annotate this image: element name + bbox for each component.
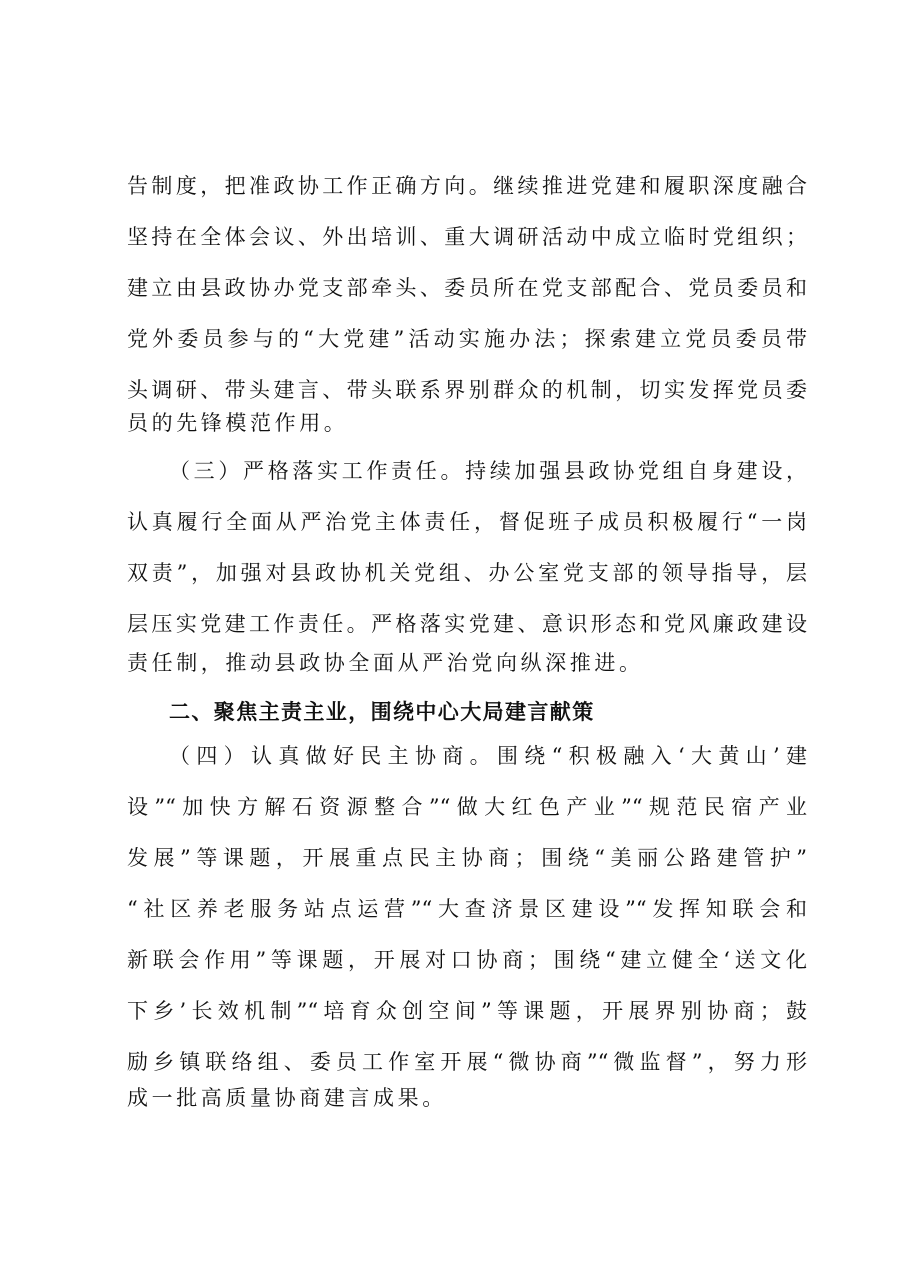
body-text-line: “社区养老服务站点运营”“大查济景区建设”“发挥知联会和 [127,897,807,921]
body-text-line: 头调研、带头建言、带头联系界别群众的机制，切实发挥党员委 [127,378,807,402]
body-text-line: 认真履行全面从严治党主体责任，督促班子成员积极履行“一岗 [127,510,807,534]
body-text-line: 坚持在全体会议、外出培训、重大调研活动中成立临时党组织； [127,225,807,249]
body-text-line: 设”“加快方解石资源整合”“做大红色产业”“规范民宿产业 [127,795,807,819]
body-text-line: 发展”等课题，开展重点民主协商；围绕“美丽公路建管护” [127,846,807,870]
body-text-line: 双责”，加强对县政协机关党组、办公室党支部的领导指导，层 [127,561,807,585]
section-paragraph-first-line: （四）认真做好民主协商。围绕“积极融入‘大黄山’建 [169,744,807,768]
body-text-line: 建立由县政协办党支部牵头、委员所在党支部配合、党员委员和 [127,276,807,300]
body-text-line: 党外委员参与的“大党建”活动实施办法；探索建立党员委员带 [127,327,807,351]
body-text-line: 告制度，把准政协工作正确方向。继续推进党建和履职深度融合 [127,174,807,198]
section-paragraph-first-line: （三）严格落实工作责任。持续加强县政协党组自身建设， [169,459,807,483]
body-text-line: 成一批高质量协商建言成果。 [127,1086,447,1110]
body-text-line: 责任制，推动县政协全面从严治党向纵深推进。 [127,651,644,675]
body-text-line: 员的先锋模范作用。 [127,411,349,435]
section-heading: 二、聚焦主责主业，围绕中心大局建言献策 [169,700,595,724]
body-text-line: 励乡镇联络组、委员工作室开展“微协商”“微监督”，努力形 [127,1050,807,1074]
body-text-line: 下乡’长效机制”“培育众创空间”等课题，开展界别协商；鼓 [127,999,807,1023]
body-text-line: 新联会作用”等课题，开展对口协商；围绕“建立健全‘送文化 [127,948,807,972]
body-text-line: 层压实党建工作责任。严格落实党建、意识形态和党风廉政建设 [127,612,807,636]
